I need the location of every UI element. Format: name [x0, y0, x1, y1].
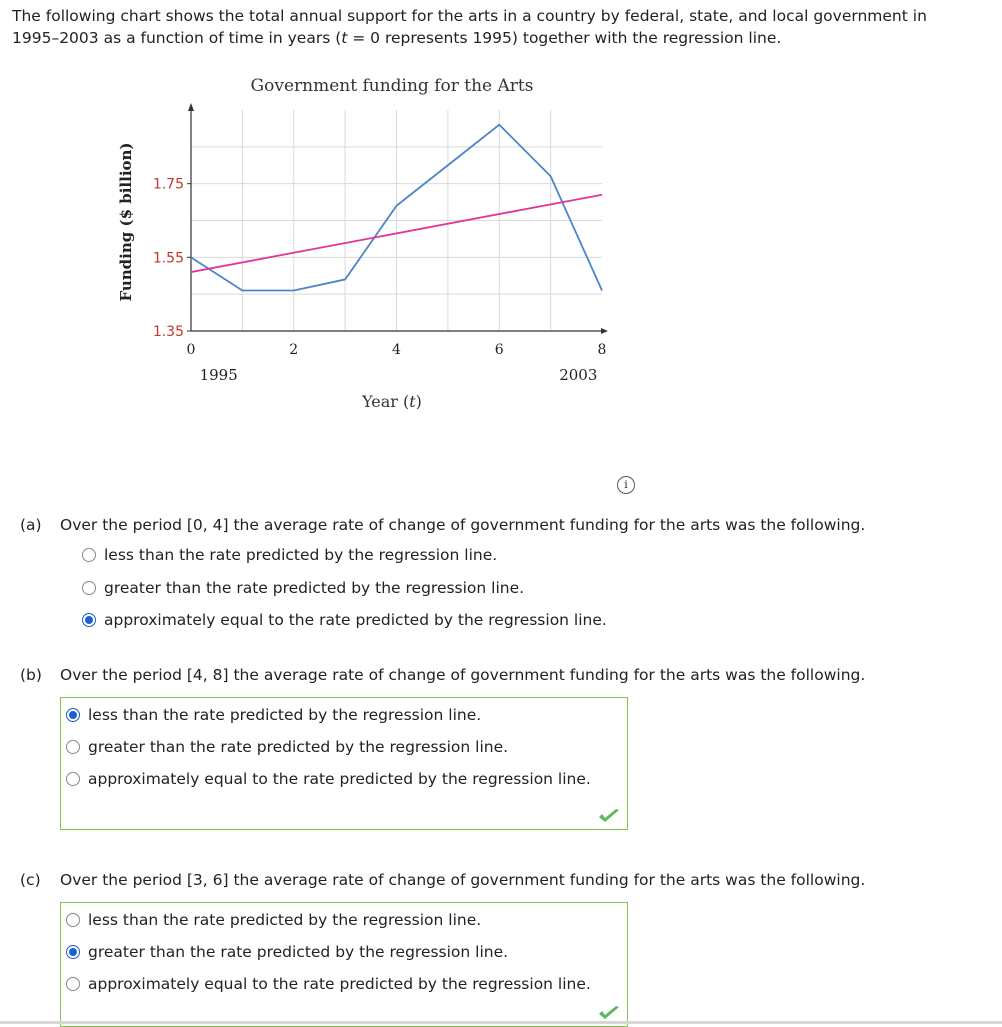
option-2-2[interactable] [66, 975, 591, 993]
option-2-1[interactable] [66, 943, 508, 961]
chart-axes [188, 103, 608, 334]
y-axis-label: Funding ($ billion) [117, 142, 135, 302]
y-tick-label: 1.75 [152, 176, 184, 193]
option-1-1[interactable] [66, 738, 508, 756]
question-text: Over the period [4, 8] the average rate of change of government funding for the arts was the following. [60, 666, 866, 684]
y-tick-label: 1.55 [152, 250, 184, 267]
option-1-0[interactable] [66, 706, 481, 724]
info-icon[interactable]: i [617, 476, 635, 494]
radio-unselected[interactable] [82, 581, 96, 595]
option-label: approximately equal to the rate predicted by the regression line. [104, 611, 607, 629]
option-label: approximately equal to the rate predicted by the regression line. [88, 975, 591, 993]
y-axis-arrow [188, 103, 194, 111]
correct-check-icon [598, 1005, 620, 1021]
option-0-1[interactable] [82, 579, 524, 597]
option-label: greater than the rate predicted by the regression line. [88, 738, 509, 756]
x-tick-label: 8 [597, 342, 607, 358]
intro-line-1: The following chart shows the total annual support for the arts in a country by federal, state, and local government in [12, 7, 927, 25]
chart-title: Government funding for the Arts [250, 76, 534, 96]
question-0 [20, 516, 865, 534]
x-tick-label: 6 [494, 342, 504, 358]
question-2 [20, 871, 865, 889]
question-1 [20, 666, 865, 684]
option-0-2[interactable] [82, 611, 607, 629]
x-axis-label: Year (t) [362, 392, 422, 411]
question-letter: (b) [20, 666, 42, 684]
option-label: less than the rate predicted by the regression line. [88, 911, 482, 929]
question-text: Over the period [3, 6] the average rate of change of government funding for the arts was the following. [60, 871, 866, 889]
radio-unselected[interactable] [66, 913, 80, 927]
option-label: less than the rate predicted by the regression line. [88, 706, 482, 724]
chart-ticks [153, 177, 607, 384]
question-text: Over the period [0, 4] the average rate of change of government funding for the arts was the following. [60, 516, 866, 534]
funding-chart [0, 0, 1002, 430]
radio-selected[interactable] [82, 613, 96, 627]
radio-unselected[interactable] [66, 740, 80, 754]
radio-selected[interactable] [66, 708, 80, 722]
question-letter: (a) [20, 516, 42, 534]
x-axis-arrow [601, 328, 608, 334]
option-label: greater than the rate predicted by the regression line. [104, 579, 525, 597]
radio-unselected[interactable] [66, 977, 80, 991]
option-label: approximately equal to the rate predicted by the regression line. [88, 770, 591, 788]
x-tick-label: 2 [289, 342, 299, 358]
radio-unselected[interactable] [82, 548, 96, 562]
x-year-label: 2003 [559, 366, 598, 384]
option-label: greater than the rate predicted by the regression line. [88, 943, 509, 961]
x-tick-label: 4 [392, 342, 401, 358]
radio-unselected[interactable] [66, 772, 80, 786]
option-2-0[interactable] [66, 911, 481, 929]
intro-line-2: 1995–2003 as a function of time in years (t = 0 represents 1995) together with the regression line. [12, 28, 782, 47]
option-1-2[interactable] [66, 770, 591, 788]
x-tick-label: 0 [186, 342, 196, 358]
option-0-0[interactable] [82, 546, 497, 564]
question-letter: (c) [20, 871, 41, 889]
y-tick-label: 1.35 [152, 324, 184, 340]
option-label: less than the rate predicted by the regression line. [104, 546, 498, 564]
radio-selected[interactable] [66, 945, 80, 959]
correct-check-icon [598, 808, 620, 824]
x-year-label: 1995 [199, 366, 238, 384]
chart-grid [191, 110, 602, 331]
